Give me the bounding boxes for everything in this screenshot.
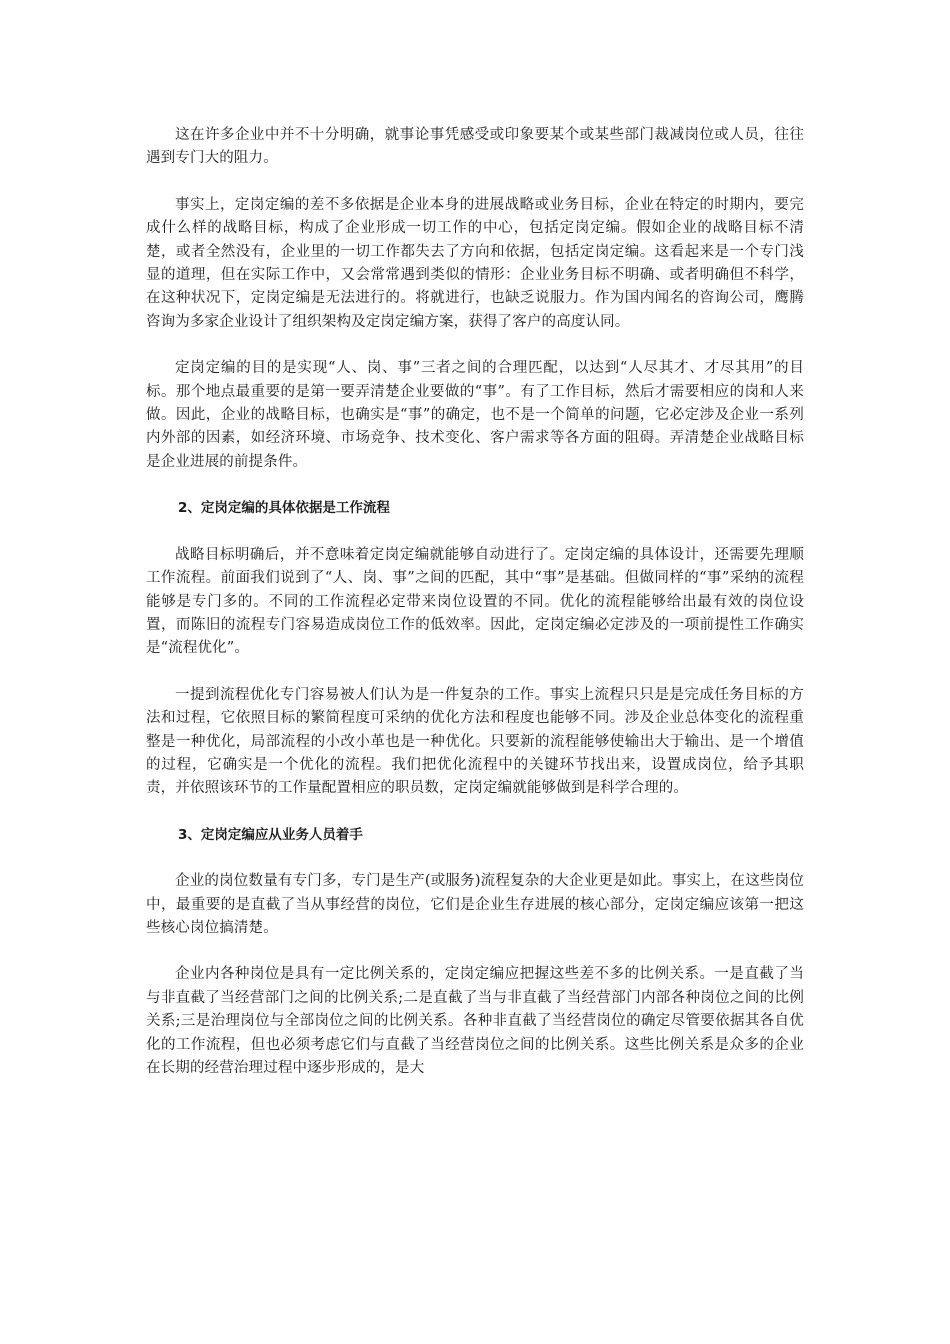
document-body bbox=[146, 124, 804, 1080]
paragraph-7: 企业内各种岗位是具有一定比例关系的，定岗定编应把握这些差不多的比例关系。一是直截了当与非直截了当经营部门之间的比例关系;二是直截了当与非直截了当经营部门内部各种岗位之间的比例关系;三是治理岗位与全部岗位之间的比例关系。各种非直截了当经营岗位的确定尽管要依据其各自优化的工作流程，但也必须考虑它们与直截了当经营岗位之间的比例关系。这些比例关系是众多的企业在长期的经营治理过程中逐步形成的，是大 bbox=[146, 966, 804, 1076]
paragraph-2: 事实上，定岗定编的差不多依据是企业本身的进展战略或业务目标，企业在特定的时期内，要完成什么样的战略目标，构成了企业形成一切工作的中心，包括定岗定编。假如企业的战略目标不清楚，或者全然没有，企业里的一切工作都失去了方向和依据，包括定岗定编。这看起来是一个专门浅显的道理，但在实际工作中，又会常常遇到类似的情形：企业业务目标不明确、或者明确但不科学，在这种状况下，定岗定编是无法进行的。将就进行，也缺乏说服力。作为国内闻名的咨询公司，鹰腾咨询为多家企业设计了组织架构及定岗定编方案，获得了客户的高度认同。 bbox=[146, 196, 804, 330]
section-heading-2: 2、定岗定编的具体依据是工作流程 bbox=[178, 500, 390, 517]
section-heading-3: 3、定岗定编应从业务人员着手 bbox=[178, 826, 363, 843]
paragraph-4: 战略目标明确后，并不意味着定岗定编就能够自动进行了。定岗定编的具体设计，还需要先理顺工作流程。前面我们说到了“人、岗、事”之间的匹配，其中“事”是基础。但做同样的“事”采纳的流程能够是专门多的。不同的工作流程必定带来岗位设置的不同。优化的流程能够给出最有效的岗位设置，而陈旧的流程专门容易造成岗位工作的低效率。因此，定岗定编必定涉及的一项前提性工作确实是“流程优化”。 bbox=[146, 546, 804, 657]
paragraph-6: 企业的岗位数量有专门多，专门是生产(或服务)流程复杂的大企业更是如此。事实上，在这些岗位中，最重要的是直截了当从事经营的岗位，它们是企业生存进展的核心部分，定岗定编应该第一把这些核心岗位搞清楚。 bbox=[146, 873, 804, 936]
paragraph-5: 一提到流程优化专门容易被人们认为是一件复杂的工作。事实上流程只只是是完成任务目标的方法和过程，它依照目标的繁简程度可采纳的优化方法和程度也能够不同。涉及企业总体变化的流程重整是一种优化，局部流程的小改小革也是一种优化。只要新的流程能够使输出大于输出、是一个增值的过程，它确实是一个优化的流程。我们把优化流程中的关键环节找出来，设置成岗位，给予其职责，并依照该环节的工作量配置相应的职员数，定岗定编就能够做到是科学合理的。 bbox=[146, 686, 804, 797]
paragraph-1: 这在许多企业中并不十分明确，就事论事凭感受或印象要某个或某些部门裁减岗位或人员，往往遇到专门大的阻力。 bbox=[146, 127, 804, 167]
paragraph-3: 定岗定编的目的是实现“人、岗、事”三者之间的合理匹配，以达到“人尽其才、才尽其用”的目标。那个地点最重要的是第一要弄清楚企业要做的“事”。有了工作目标，然后才需要相应的岗和人来做。因此，企业的战略目标，也确实是“事”的确定，也不是一个简单的问题，它必定涉及企业一系列内外部的因素，如经济环境、市场竞争、技术变化、客户需求等各方面的阻碍。弄清楚企业战略目标是企业进展的前提条件。 bbox=[146, 360, 804, 470]
